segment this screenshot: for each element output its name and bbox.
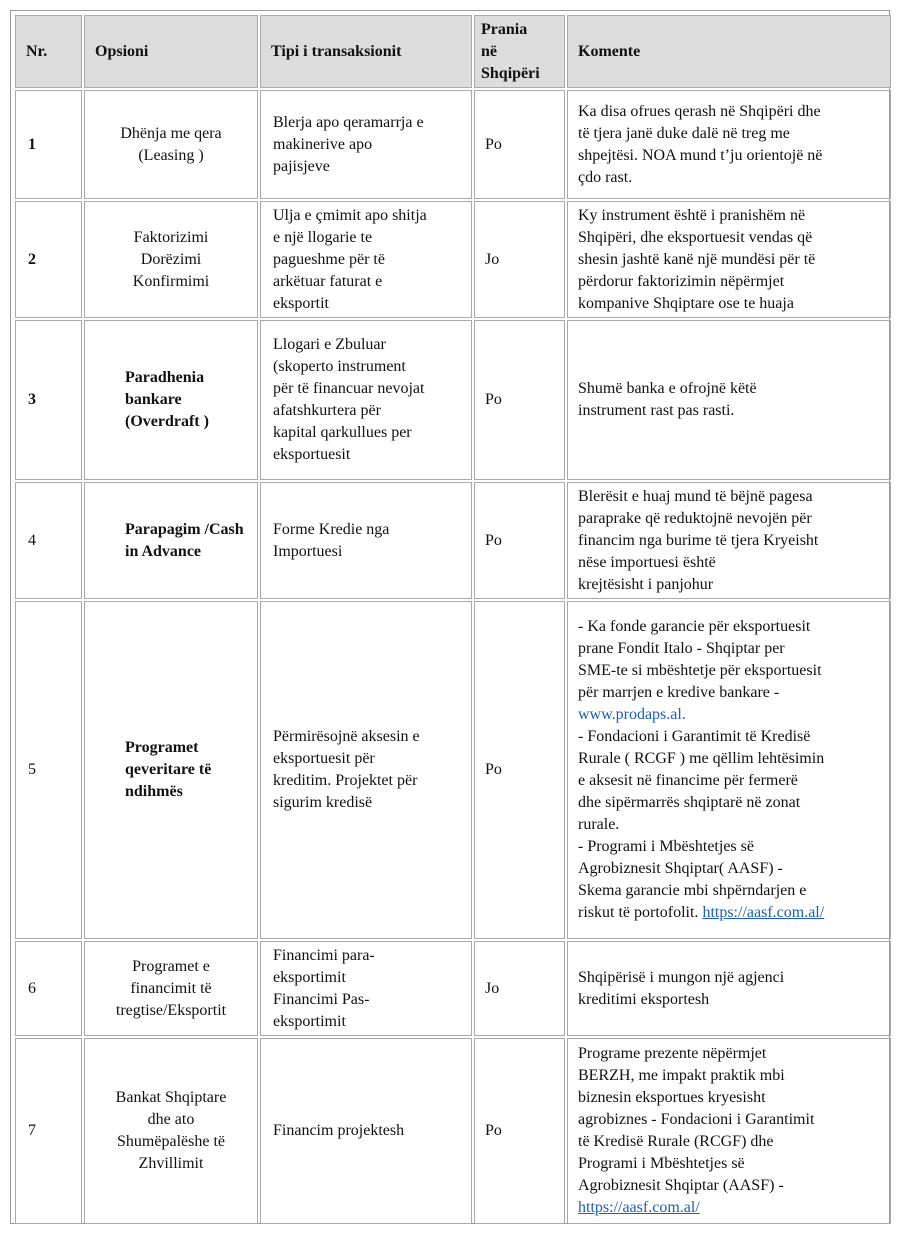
row-comments [567, 90, 891, 199]
comment-line: - Fondacioni i Garantimit të Kredisë [578, 728, 811, 745]
row-presence: Po [474, 320, 565, 480]
option-line: (Overdraft ) [125, 413, 209, 430]
option-line: financimit të [130, 979, 212, 997]
comment-line: përdorur faktorizimin nëpërmjet [578, 272, 785, 290]
export-financing-table [13, 13, 893, 1226]
comment-text: riskut të portofolit. [578, 904, 699, 921]
row-presence: Jo [474, 201, 565, 318]
option-line: Konfirmimi [132, 272, 210, 290]
type-line: kapital qarkullues per [273, 424, 412, 441]
comment-line: të tjera janë duke dalë në treg me [578, 124, 790, 142]
comment-line: biznesin eksportues kryesisht [578, 1089, 766, 1106]
comment-line: - Ka fonde garancie për eksportuesit [578, 618, 811, 635]
comment-line: dhe sipërmarrës shqiptarë në zonat [578, 794, 801, 811]
row-comments [567, 482, 891, 599]
prodaps-link[interactable]: www.prodaps.al. [578, 706, 686, 723]
comment-line: SME-te si mbështetje për eksportuesit [578, 662, 822, 679]
type-line: për të financuar nevojat [273, 380, 425, 397]
type-line: afatshkurtera për [273, 402, 381, 419]
option-line: qeveritare të [125, 761, 212, 778]
comment-line: instrument rast pas rasti. [578, 402, 735, 419]
comment-line: kreditimi eksportesh [578, 990, 710, 1008]
option-line: tregtise/Eksportit [115, 1001, 227, 1019]
aasf-link[interactable]: https://aasf.com.al/ [702, 904, 825, 921]
comment-line: nëse importuesi është [578, 553, 716, 571]
table-frame [10, 10, 890, 1224]
type-line: Financimi para- [273, 946, 375, 964]
row-number: 6 [15, 941, 82, 1036]
header-row [15, 15, 891, 88]
type-line: Financim projektesh [273, 1122, 405, 1139]
option-line: Parapagim /Cash [125, 520, 244, 538]
type-line: sigurim kredisë [273, 794, 373, 811]
row-option [84, 320, 258, 480]
type-line: Llogari e Zbuluar [273, 336, 386, 353]
option-line: Dorëzimi [140, 250, 202, 268]
row-option [84, 482, 258, 599]
option-line: in Advance [125, 542, 202, 560]
aasf-link[interactable]: https://aasf.com.al/ [578, 1199, 700, 1216]
header-presence [474, 15, 565, 88]
row-comments [567, 320, 891, 480]
type-line: eksportimit [273, 1012, 346, 1030]
type-line: (skoperto instrument [273, 358, 406, 375]
row-option [84, 201, 258, 318]
row-number: 7 [15, 1038, 82, 1224]
row-presence: Po [474, 482, 565, 599]
comment-line: për marrjen e kredive bankare - [578, 684, 780, 701]
row-option [84, 90, 258, 199]
comment-line: Rurale ( RCGF ) me qëllim lehtësimin [578, 750, 825, 767]
row-option [84, 941, 258, 1036]
comment-line: Skema garancie mbi shpërndarjen e [578, 882, 807, 899]
row-type [260, 601, 472, 939]
option-line: Paradhenia [125, 369, 205, 386]
comment-line: çdo rast. [578, 168, 633, 186]
row-comments [567, 601, 891, 939]
header-presence-line: Prania [481, 20, 528, 38]
row-type [260, 90, 472, 199]
option-line: (Leasing ) [138, 146, 204, 164]
comment-line-with-link [578, 902, 880, 924]
type-line: Importuesi [273, 542, 343, 560]
type-line: Ulja e çmimit apo shitja [273, 206, 427, 224]
row-number: 2 [15, 201, 82, 318]
option-line: Faktorizimi [133, 228, 209, 246]
type-line: eksportimit [273, 968, 346, 986]
comment-line: - Programi i Mbështetjes së [578, 838, 754, 855]
comment-line: prane Fondit Italo - Shqiptar per [578, 640, 785, 657]
type-line: e një llogarie te [273, 228, 373, 246]
header-comments: Komente [567, 15, 891, 88]
table-row [15, 1038, 891, 1224]
type-line: eksportuesit për [273, 750, 375, 767]
comment-line: Agrobiznesit Shqiptar( AASF) - [578, 860, 783, 877]
type-line: pajisjeve [273, 157, 330, 175]
option-line: Dhënja me qera [120, 124, 222, 142]
row-type [260, 941, 472, 1036]
option-line: ndihmës [125, 783, 183, 800]
row-type [260, 1038, 472, 1224]
comment-line: agrobiznes - Fondacioni i Garantimit [578, 1111, 815, 1128]
table-row [15, 941, 891, 1036]
row-presence: Po [474, 601, 565, 939]
comment-line: Shqipërisë i mungon një agjenci [578, 968, 785, 986]
comment-line: BERZH, me impakt praktik mbi [578, 1067, 785, 1084]
row-presence: Po [474, 1038, 565, 1224]
row-type [260, 201, 472, 318]
table-row [15, 201, 891, 318]
comment-line: e aksesit në financime për fermerë [578, 772, 798, 789]
type-line: eksportuesit [273, 446, 351, 463]
comment-line: financim nga burime të tjera Kryeisht [578, 531, 819, 549]
comment-line: Ky instrument është i pranishëm në [578, 206, 806, 224]
option-line: dhe ato [147, 1111, 195, 1128]
comment-line: të Kredisë Rurale (RCGF) dhe [578, 1133, 774, 1150]
row-comments [567, 941, 891, 1036]
row-type [260, 482, 472, 599]
table-row [15, 482, 891, 599]
comment-line: shesin jashtë kanë një mundësi për të [578, 250, 816, 268]
comment-line: Ka disa ofrues qerash në Shqipëri dhe [578, 102, 821, 120]
type-line: eksportit [273, 294, 329, 312]
comment-line: paraprake që reduktojnë nevojën për [578, 509, 812, 527]
comment-line: Agrobiznesit Shqiptar (AASF) - [578, 1177, 784, 1194]
comment-line: Blerësit e huaj mund të bëjnë pagesa [578, 487, 813, 505]
table-row [15, 320, 891, 480]
row-number: 1 [15, 90, 82, 199]
table-row [15, 90, 891, 199]
row-type [260, 320, 472, 480]
type-line: Blerja apo qeramarrja e [273, 113, 424, 131]
comment-line: Shumë banka e ofrojnë këtë [578, 380, 757, 397]
comment-line: rurale. [578, 816, 620, 833]
type-line: Forme Kredie nga [273, 520, 390, 538]
type-line: arkëtuar faturat e [273, 272, 383, 290]
type-line: makinerive apo [273, 135, 373, 153]
type-line: kreditim. Projektet për [273, 772, 418, 789]
option-line: Bankat Shqiptare [115, 1089, 227, 1106]
header-presence-line: në [481, 42, 497, 60]
header-type: Tipi i transaksionit [260, 15, 472, 88]
row-presence: Po [474, 90, 565, 199]
type-line: Financimi Pas- [273, 990, 370, 1008]
comment-line: kompanive Shqiptare ose te huaja [578, 294, 794, 312]
type-line: Përmirësojnë aksesin e [273, 728, 420, 745]
row-presence: Jo [474, 941, 565, 1036]
row-number: 5 [15, 601, 82, 939]
row-option [84, 1038, 258, 1224]
header-presence-line: Shqipëri [481, 64, 540, 82]
table-row [15, 601, 891, 939]
row-number: 4 [15, 482, 82, 599]
row-comments [567, 1038, 891, 1224]
row-number: 3 [15, 320, 82, 480]
row-comments [567, 201, 891, 318]
option-line: Zhvillimit [138, 1155, 204, 1172]
option-line: Programet e [132, 957, 210, 975]
comment-line: Shqipëri, dhe eksportuesit vendas që [578, 228, 813, 246]
header-option: Opsioni [84, 15, 258, 88]
option-line: bankare [125, 391, 182, 408]
comment-line: krejtësisht i panjohur [578, 575, 714, 593]
type-line: pagueshme për të [273, 250, 385, 268]
option-line: Shumëpalëshe të [117, 1133, 225, 1150]
row-option [84, 601, 258, 939]
header-nr: Nr. [15, 15, 82, 88]
comment-line: Programe prezente nëpërmjet [578, 1045, 767, 1062]
option-line: Programet [125, 739, 199, 756]
comment-line: Programi i Mbështetjes së [578, 1155, 745, 1172]
comment-line: shpejtësi. NOA mund t’ju orientojë në [578, 146, 823, 164]
